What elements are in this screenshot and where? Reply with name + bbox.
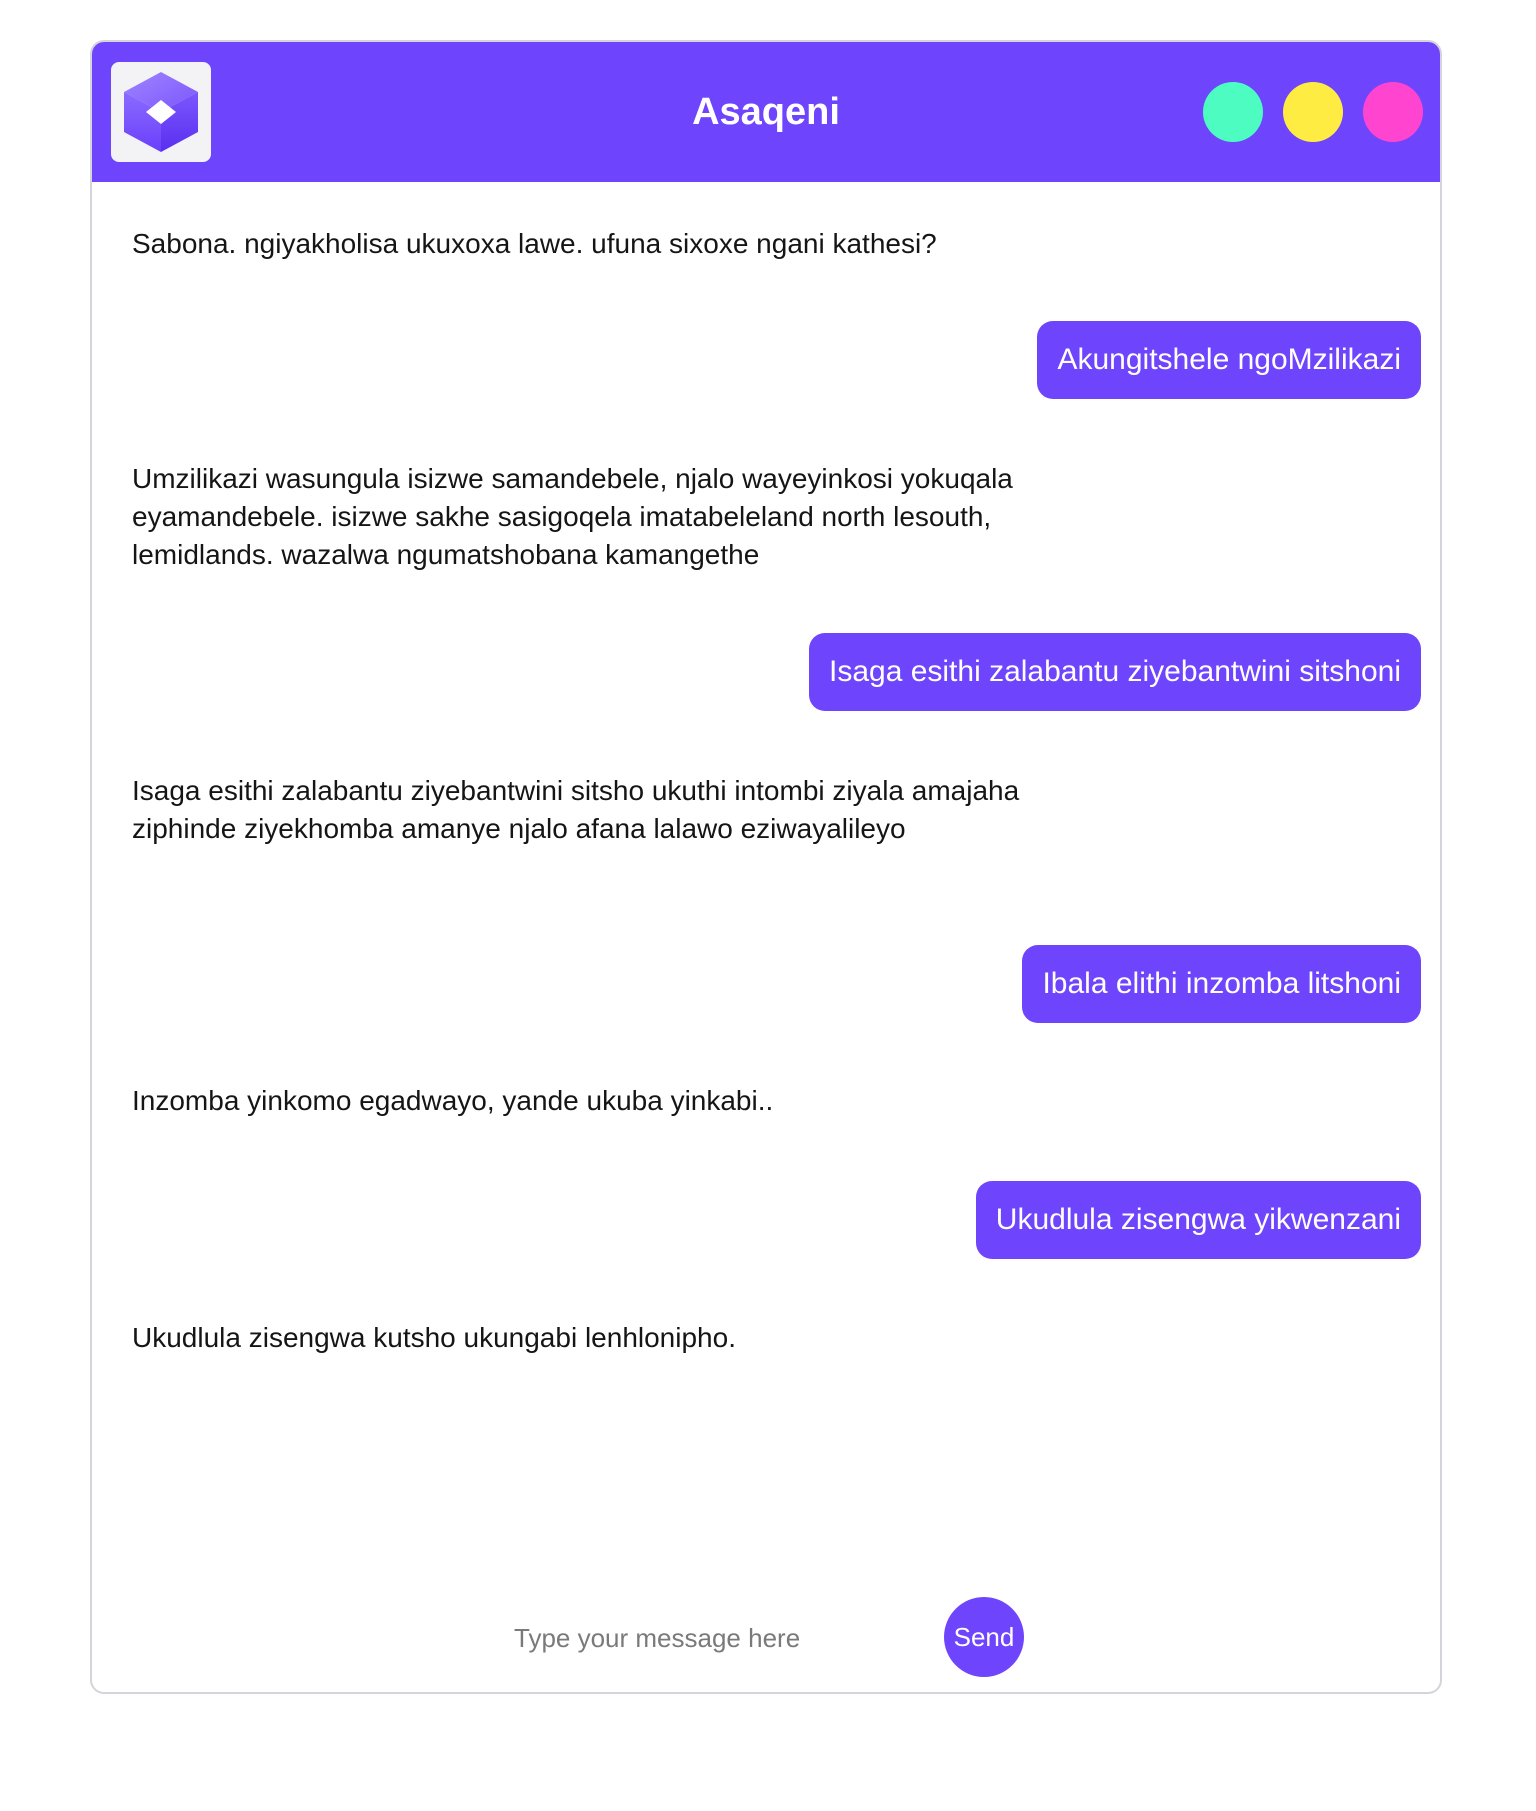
- bot-message: Inzomba yinkomo egadwayo, yande ukuba yinkabi..: [132, 1085, 774, 1116]
- bot-message: Ukudlula zisengwa kutsho ukungabi lenhlonipho.: [132, 1322, 736, 1353]
- bot-message: Isaga esithi zalabantu ziyebantwini sitsho ukuthi intombi ziyala amajaha ziphinde ziyekhomba amanye njalo afana lalawo eziwayalileyo: [132, 775, 1020, 844]
- message-input[interactable]: [512, 1607, 916, 1669]
- green-dot-button[interactable]: [1203, 82, 1263, 142]
- user-message: Isaga esithi zalabantu ziyebantwini sitshoni: [809, 633, 1421, 711]
- bot-message: Umzilikazi wasungula isizwe samandebele, njalo wayeyinkosi yokuqala eyamandebele. isizwe sakhe sasigoqela imatabeleland north lesouth, lemidlands. wazalwa ngumatshobana kamangethe: [132, 463, 1013, 570]
- app-title: Asaqeni: [692, 91, 840, 133]
- chat-header: [92, 42, 1440, 182]
- yellow-dot-button[interactable]: [1283, 82, 1343, 142]
- pink-dot-button[interactable]: [1363, 82, 1423, 142]
- user-message: Ibala elithi inzomba litshoni: [1022, 945, 1421, 1023]
- send-button[interactable]: Send: [944, 1597, 1024, 1677]
- composer: [92, 1597, 1440, 1677]
- user-message: Ukudlula zisengwa yikwenzani: [976, 1181, 1421, 1259]
- user-message: Akungitshele ngoMzilikazi: [1037, 321, 1421, 399]
- chat-window: [90, 40, 1442, 1694]
- bot-message: Sabona. ngiyakholisa ukuxoxa lawe. ufuna sixoxe ngani kathesi?: [132, 228, 937, 259]
